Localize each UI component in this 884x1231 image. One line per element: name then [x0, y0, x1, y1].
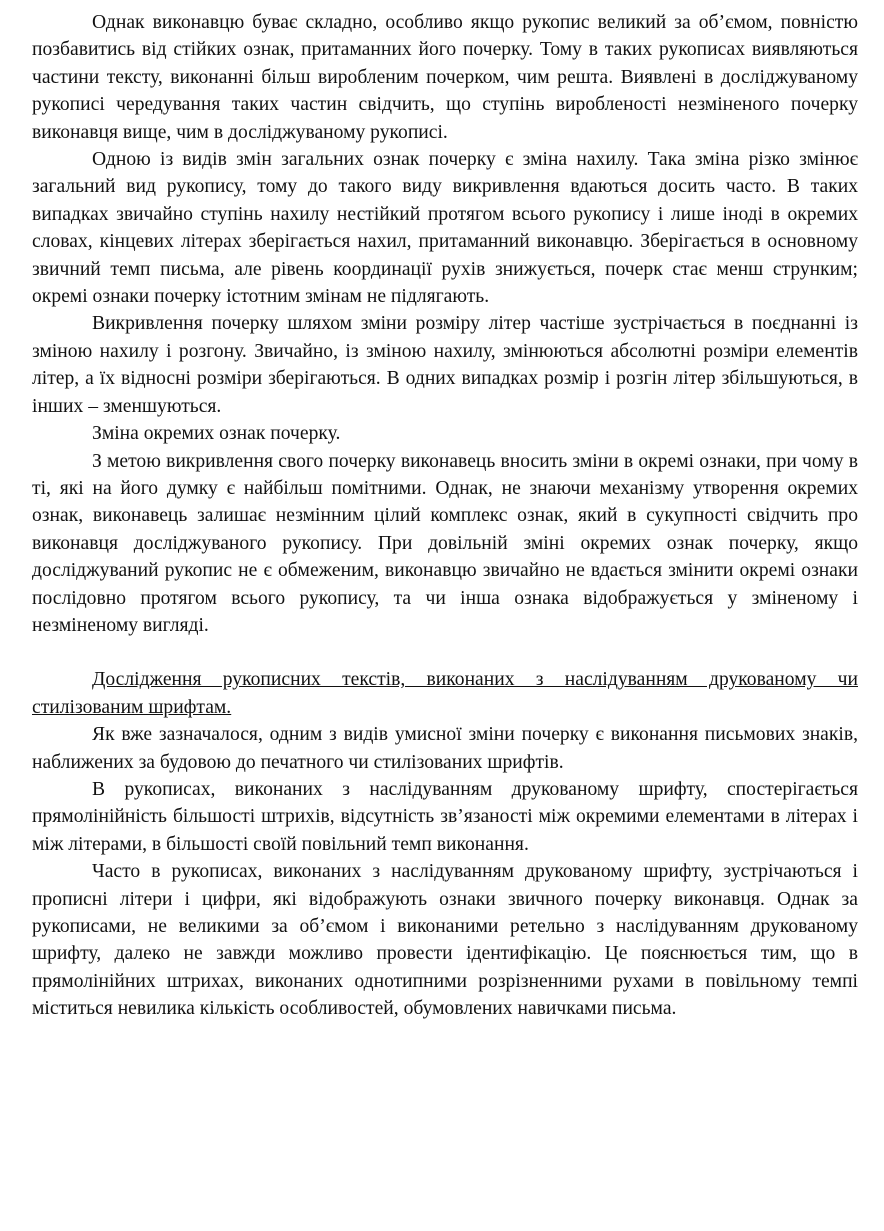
- section-heading-block: [32, 666, 858, 721]
- paragraph-incomplete-disguise: Однак виконавцю буває складно, особливо якщо рукопис великий за об’ємом, повністю позбавитись від стійких ознак, притаманних його почерку. Тому в таких рукописах виявляються частини тексту, виконанні більш виробленим почерком, чим решта. Виявлені в досліджуваному рукописі чередування таких частин свідчить, що ступінь виробленості незміненого почерку виконавця вище, чим в досліджуваному рукописі.: [32, 12, 858, 143]
- subheading-individual-features: Зміна окремих ознак почерку.: [92, 423, 341, 445]
- paragraph-size-change: Викривлення почерку шляхом зміни розміру літер частіше зустрічається в поєднанні із зміною нахилу і розгону. Звичайно, із зміною нахилу, змінюються абсолютні розміри елементів літер, а їх відносні розміри зберігаються. В одних випадках розмір і розгін літер збільшуються, в інших – зменшуються.: [32, 313, 858, 417]
- section-heading: Дослідження рукописних текстів, виконаних з наслідуванням друкованому чи стилізованим шрифтам.: [32, 669, 858, 718]
- paragraph-print-imitation-identification: Часто в рукописах, виконаних з наслідуванням друкованому шрифту, зустрічаються і прописні літери і цифри, які відображують ознаки звичного почерку виконавця. Однак за рукописами, не великими за об’ємом і виконаними ретельно з наслідуванням друкованому шрифту, далеко не завжди можливо провести ідентифікацію. Це пояснюється тим, що в прямолінійних штрихах, виконаних однотипними розрізненними рухами в повільному темпі міститься невилика кількість особливостей, обумовлених навичками письма.: [32, 861, 858, 1020]
- paragraph-print-imitation-intro: Як вже зазначалося, одним з видів умисної зміни почерку є виконання письмових знаків, наближених за будовою до печатного чи стилізованих шрифтів.: [32, 724, 858, 773]
- paragraph-print-imitation-features: В рукописах, виконаних з наслідуванням друкованому шрифту, спостерігається прямолінійність більшості штрихів, відсутність зв’язаності між окремими елементами в літерах і між літерами, в більшості своїй повільний темп виконання.: [32, 778, 858, 855]
- paragraph-slant-change: Одною із видів змін загальних ознак почерку є зміна нахилу. Така зміна різко змінює загальний вид рукопису, тому до такого виду викривлення вдаються досить часто. В таких випадках звичайно ступінь нахилу нестійкий протягом всього рукопису і лише іноді в окремих словах, кінцевих літерах зберігається нахил, притаманний виконавцю. Зберігається в основному звичний темп письма, але рівень координації рухів знижується, почерк стає менш струнким; окремі ознаки почерку істотним змінам не підлягають.: [32, 149, 858, 308]
- paragraph-individual-features: З метою викривлення свого почерку виконавець вносить зміни в окремі ознаки, при чому в ті, які на його думку є найбільш помітними. Однак, не знаючи механізму утворення окремих ознак, виконавець залишає незмінним цілий комплекс ознак, який в сукупності свідчить про виконавця досліджуваного рукопису. При довільній зміні окремих ознак почерку, якщо досліджуваний рукопис не є обмеженим, виконавцю звичайно не вдається змінити окремі ознаки послідовно протягом всього рукопису, та чи інша ознака відображується у зміненому і незміненому вигляді.: [32, 450, 858, 636]
